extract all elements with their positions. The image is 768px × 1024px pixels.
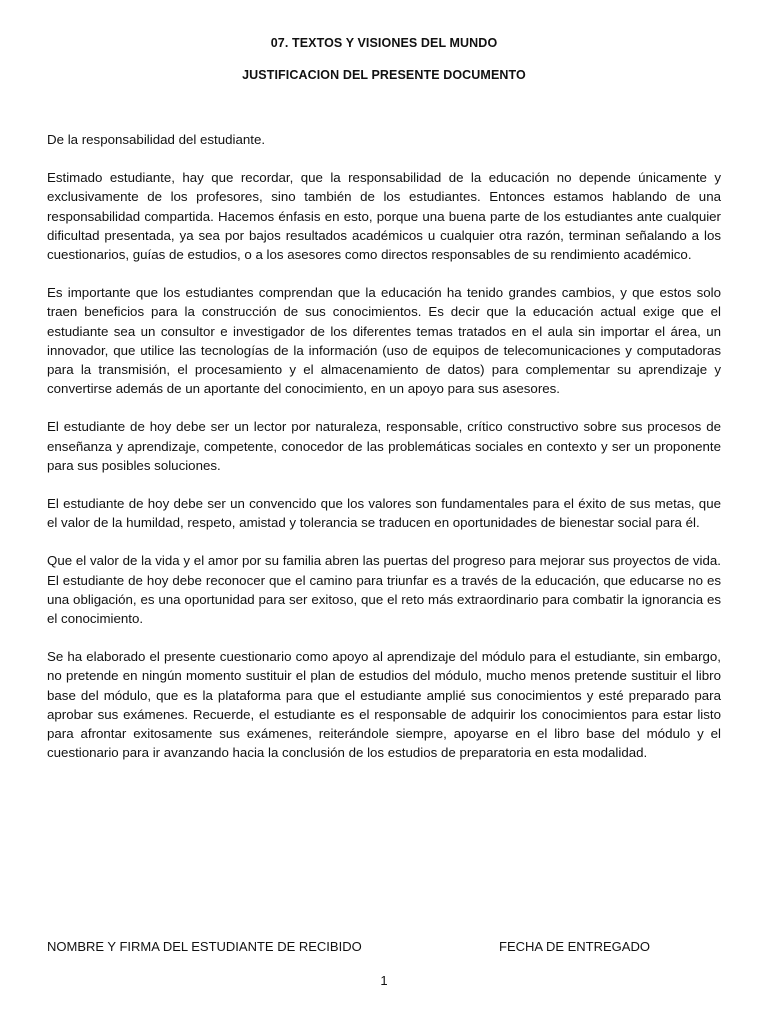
paragraph-2: Es importante que los estudiantes comprendan que la educación ha tenido grandes cambios, y que estos solo traen beneficios para la construcción de sus conocimientos. Es decir que la educación actual exige que el estudiante sea un consultor e investigador de los diferentes temas tratados en el aula sin importar el área, un innovador, que utilice las tecnologías de la información (uso de equipos de telecomunicaciones y computadoras para la transmisión, el procesamiento y el almacenamiento de datos) para complementar su aprendizaje y convertirse además de un aportante del conocimiento, en un apoyo para sus asesores. xyxy=(47,285,721,397)
document-body xyxy=(47,130,721,781)
document-subtitle: JUSTIFICACION DEL PRESENTE DOCUMENTO xyxy=(242,68,526,82)
page-number: 1 xyxy=(380,973,388,988)
signature-label: NOMBRE Y FIRMA DEL ESTUDIANTE DE RECIBIDO xyxy=(47,939,362,954)
paragraph-6: Se ha elaborado el presente cuestionario como apoyo al aprendizaje del módulo para el estudiante, sin embargo, no pretende en ningún momento sustituir el plan de estudios del módulo, mucho menos pretende sustituir el libro base del módulo, que es la plataforma para que el estudiante amplié sus conocimientos y esté preparado para aprobar sus exámenes. Recuerde, el estudiante es el responsable de adquirir los conocimientos para estar listo para afrontar exitosamente sus exámenes, reiterándole siempre, apoyarse en el libro base del módulo y el cuestionario para ir avanzando hacia la conclusión de los estudios de preparatoria en esta modalidad. xyxy=(47,649,721,761)
paragraph-5: Que el valor de la vida y el amor por su familia abren las puertas del progreso para mejorar sus proyectos de vida. El estudiante de hoy debe reconocer que el camino para triunfar es a través de la educación, que educarse no es una obligación, es una oportunidad para ser exitoso, que el reto más extraordinario para combatir la ignorancia es el conocimiento. xyxy=(47,553,721,627)
paragraph-1: Estimado estudiante, hay que recordar, que la responsabilidad de la educación no depende únicamente y exclusivamente de los profesores, sino también de los estudiantes. Entonces estamos hablando de una responsabilidad compartida. Hacemos énfasis en esto, porque una buena parte de los estudiantes ante cualquier dificultad presentada, ya sea por bajos resultados académicos u cualquier otra razón, terminan señalando a los cuestionarios, guías de estudios, o a los asesores como directos responsables de su rendimiento académico. xyxy=(47,170,721,263)
paragraph-4: El estudiante de hoy debe ser un convencido que los valores son fundamentales para el éxito de sus metas, que el valor de la humildad, respeto, amistad y tolerancia se traducen en oportunidades de bienestar social para él. xyxy=(47,496,721,531)
date-label: FECHA DE ENTREGADO xyxy=(499,939,650,954)
section-lead: De la responsabilidad del estudiante. xyxy=(47,132,266,147)
paragraph-3: El estudiante de hoy debe ser un lector por naturaleza, responsable, crítico constructivo sobre sus procesos de enseñanza y aprendizaje, competente, conocedor de las problemáticas sociales en contexto y ser un proponente para sus posibles soluciones. xyxy=(47,419,721,473)
document-title: 07. TEXTOS Y VISIONES DEL MUNDO xyxy=(270,36,498,50)
